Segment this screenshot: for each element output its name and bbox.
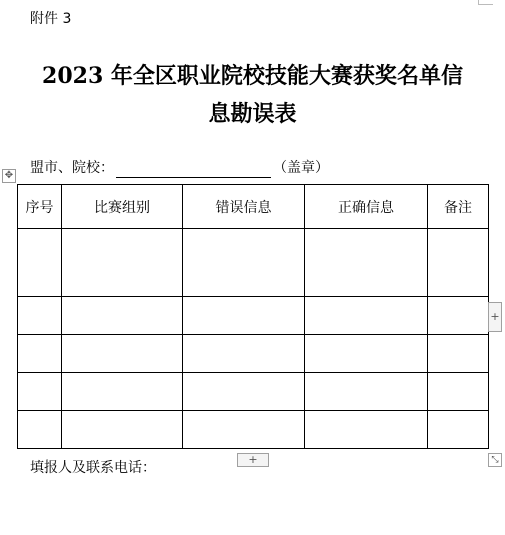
table-cell[interactable] bbox=[18, 335, 62, 373]
table-row bbox=[18, 373, 489, 411]
table-cell[interactable] bbox=[62, 373, 183, 411]
header-wrong-info: 错误信息 bbox=[183, 185, 305, 229]
table-cell[interactable] bbox=[305, 411, 428, 449]
header-correct-info: 正确信息 bbox=[305, 185, 428, 229]
org-line bbox=[30, 158, 329, 178]
table-cell[interactable] bbox=[183, 297, 305, 335]
header-competition-group: 比赛组别 bbox=[62, 185, 183, 229]
table-cell[interactable] bbox=[183, 335, 305, 373]
table-cell[interactable] bbox=[428, 373, 489, 411]
table-cell[interactable] bbox=[62, 297, 183, 335]
table-cell[interactable] bbox=[428, 297, 489, 335]
table-cell[interactable] bbox=[18, 411, 62, 449]
org-label: 盟市、院校： bbox=[30, 160, 114, 176]
table-cell[interactable] bbox=[428, 229, 489, 297]
page-corner-mark bbox=[478, 0, 493, 5]
table-row bbox=[18, 229, 489, 297]
table-cell[interactable] bbox=[428, 411, 489, 449]
filler-contact-label: 填报人及联系电话： bbox=[30, 460, 156, 476]
table-cell[interactable] bbox=[62, 335, 183, 373]
document-title-line1: 2023 年全区职业院校技能大赛获奖名单信 bbox=[42, 63, 463, 89]
header-remarks: 备注 bbox=[428, 185, 489, 229]
table-cell[interactable] bbox=[305, 297, 428, 335]
table-row bbox=[18, 335, 489, 373]
document-title-line2: 息勘误表 bbox=[208, 101, 297, 127]
table-cell[interactable] bbox=[305, 229, 428, 297]
table-cell[interactable] bbox=[183, 229, 305, 297]
header-serial-number: 序号 bbox=[18, 185, 62, 229]
table-cell[interactable] bbox=[18, 229, 62, 297]
table-cell[interactable] bbox=[18, 373, 62, 411]
errata-table bbox=[17, 184, 489, 449]
table-cell[interactable] bbox=[183, 411, 305, 449]
table-row bbox=[18, 297, 489, 335]
add-column-button[interactable]: + bbox=[488, 302, 502, 332]
table-cell[interactable] bbox=[18, 297, 62, 335]
table-cell[interactable] bbox=[305, 373, 428, 411]
seal-note: （盖章） bbox=[273, 160, 329, 176]
table-resize-handle-icon[interactable]: ⤡ bbox=[488, 453, 502, 467]
table-cell[interactable] bbox=[183, 373, 305, 411]
table-cell[interactable] bbox=[62, 229, 183, 297]
table-cell[interactable] bbox=[305, 335, 428, 373]
table-cell[interactable] bbox=[428, 335, 489, 373]
attachment-label: 附件 3 bbox=[30, 11, 72, 27]
add-row-button[interactable]: + bbox=[237, 453, 269, 467]
table-row bbox=[18, 411, 489, 449]
table-header-row bbox=[18, 185, 489, 229]
table-cell[interactable] bbox=[62, 411, 183, 449]
org-blank-field[interactable] bbox=[116, 161, 271, 178]
table-move-handle-icon[interactable]: ✥ bbox=[2, 169, 16, 183]
